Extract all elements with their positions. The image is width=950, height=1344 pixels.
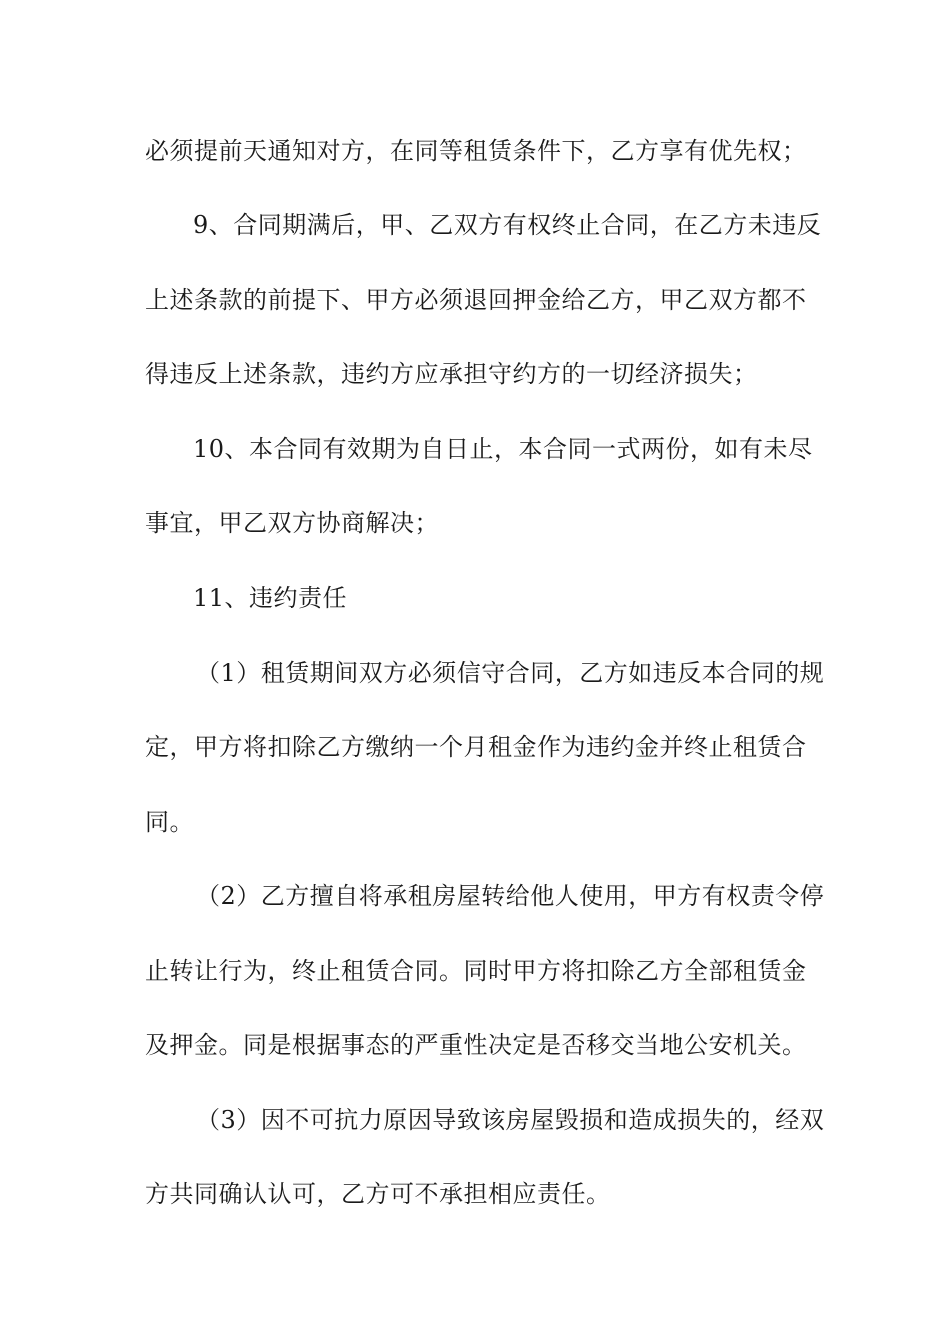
paragraph-line: 上述条款的前提下、甲方必须退回押金给乙方，甲乙双方都不: [145, 286, 807, 314]
paragraph-line: 及押金。同是根据事态的严重性决定是否移交当地公安机关。: [145, 1031, 807, 1059]
sub-clause-3-line: （3）因不可抗力原因导致该房屋毁损和造成损失的，经双: [196, 1106, 825, 1134]
paragraph-line: 同。: [145, 808, 194, 836]
paragraph-line: 定，甲方将扣除乙方缴纳一个月租金作为违约金并终止租赁合: [145, 733, 807, 761]
paragraph-line: 方共同确认认可，乙方可不承担相应责任。: [145, 1180, 611, 1208]
paragraph-line: 得违反上述条款，违约方应承担守约方的一切经济损失；: [145, 360, 758, 388]
paragraph-line: 必须提前天通知对方，在同等租赁条件下，乙方享有优先权；: [145, 137, 807, 165]
clause-11-heading: 11、违约责任: [193, 584, 348, 612]
paragraph-line: 止转让行为，终止租赁合同。同时甲方将扣除乙方全部租赁金: [145, 957, 807, 985]
clause-9-line: 9、合同期满后，甲、乙双方有权终止合同，在乙方未违反: [193, 211, 822, 239]
clause-10-line: 10、本合同有效期为自日止，本合同一式两份，如有未尽: [193, 435, 813, 463]
sub-clause-2-line: （2）乙方擅自将承租房屋转给他人使用，甲方有权责令停: [196, 882, 825, 910]
sub-clause-1-line: （1）租赁期间双方必须信守合同，乙方如违反本合同的规: [196, 659, 825, 687]
paragraph-line: 事宜，甲乙双方协商解决；: [145, 509, 439, 537]
